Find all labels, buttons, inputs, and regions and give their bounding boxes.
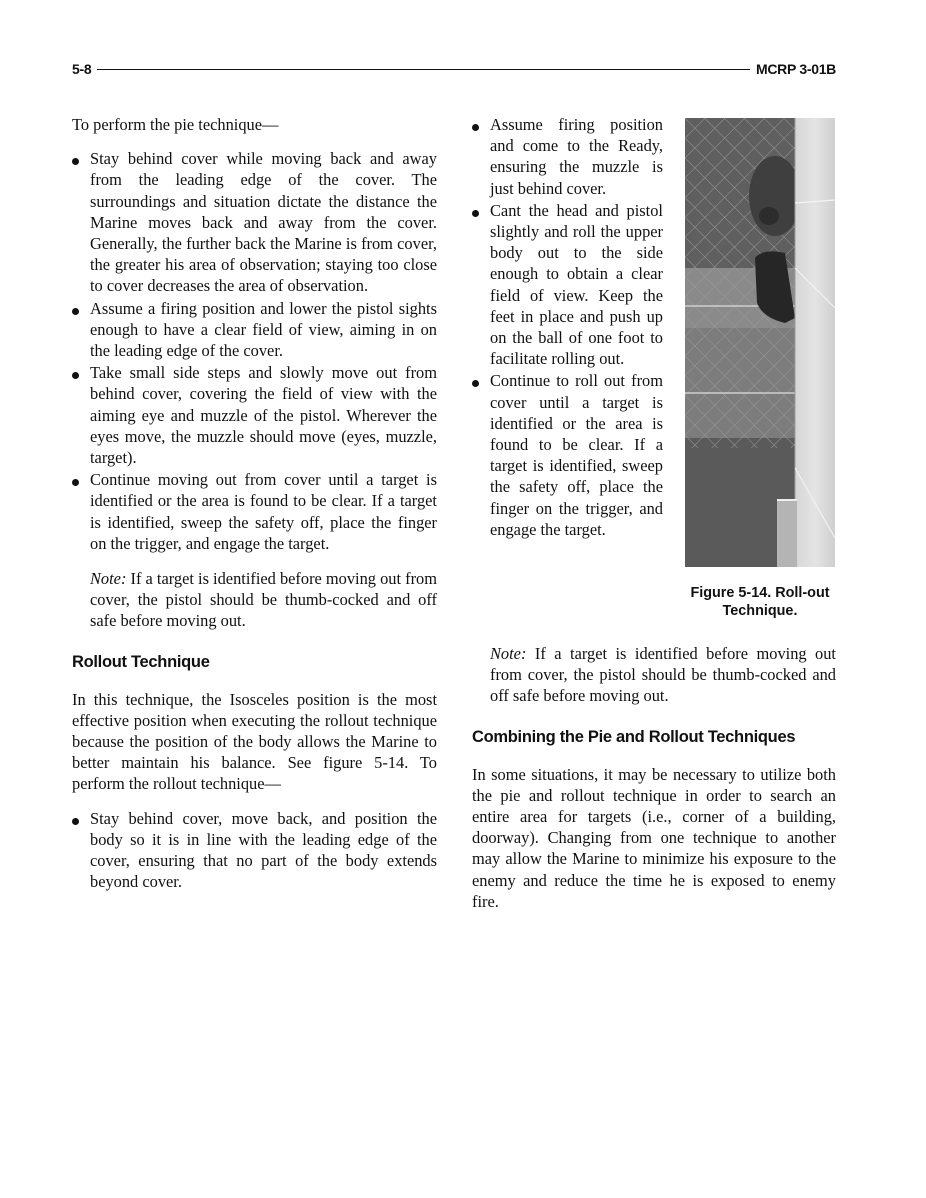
left-column [72, 114, 437, 894]
bullet-icon [72, 158, 79, 165]
combining-heading: Combining the Pie and Rollout Techniques [472, 727, 796, 746]
list-item: Take small side steps and slowly move out from behind cover, covering the field of view with the aiming eye and muzzle of the pistol. Wherever the eyes move, the muzzle should move (eyes, muzzle, target). [72, 362, 437, 468]
rollout-steps-list-right [472, 114, 663, 540]
bullet-icon [472, 124, 479, 131]
list-item: Assume firing position and come to the Ready, ensuring the muzzle is just behind cover. [472, 114, 663, 199]
bullet-icon [472, 210, 479, 217]
pie-note [72, 568, 437, 632]
rollout-photo-illustration [685, 118, 835, 567]
running-head [72, 59, 836, 79]
list-item: Continue moving out from cover until a target is identified or the area is found to be clear. If a target is identified, sweep the safety off, place the finger on the trigger, and engage the target. [72, 469, 437, 554]
publication-number: MCRP 3-01B [756, 61, 836, 77]
bullet-icon [72, 818, 79, 825]
list-item: Continue to roll out from cover until a target is identified or the area is found to be clear. If a target is identified, sweep the safety off, place the finger on the trigger, and engage the target. [472, 370, 663, 540]
list-item: Stay behind cover while moving back and away from the leading edge of the cover. The surroundings and situation dictate the distance the Marine moves back and away from the cover. Generally, the further back the Marine is from cover, the greater his area of observation; staying too close to cover decreases the area of observation. [72, 148, 437, 296]
bullet-icon [72, 479, 79, 486]
note-label: Note: [90, 569, 127, 589]
rollout-heading: Rollout Technique [72, 652, 210, 671]
header-rule [97, 69, 750, 70]
list-item: Assume a firing position and lower the pistol sights enough to have a clear field of view, aiming in on the leading edge of the cover. [72, 298, 437, 362]
rollout-intro: In this technique, the Isosceles position is the most effective position when executing the rollout technique because the position of the body allows the Marine to better maintain his balance. See figure 5-14. To perform the rollout technique— [72, 689, 437, 794]
right-column-top [472, 114, 663, 541]
pie-intro: To perform the pie technique— [72, 115, 279, 134]
pie-steps-list [72, 148, 437, 554]
bullet-icon [72, 308, 79, 315]
bullet-icon [72, 372, 79, 379]
list-item: Stay behind cover, move back, and position the body so it is in line with the leading edge of the cover, ensuring that no part of the body extends beyond cover. [72, 808, 437, 893]
page-number: 5-8 [72, 61, 92, 77]
bullet-icon [472, 380, 479, 387]
rollout-note [472, 643, 836, 707]
right-column-bottom [472, 643, 836, 912]
list-item: Cant the head and pistol slightly and roll the upper body out to the side enough to obtain a clear field of view. Keep the feet in place and push up on the ball of one foot to facilitate rolling out. [472, 200, 663, 370]
note-text: If a target is identified before moving out from cover, the pistol should be thumb-cocked and off safe before moving out. [90, 569, 437, 631]
rollout-steps-list-left [72, 808, 437, 893]
combining-text: In some situations, it may be necessary to utilize both the pie and rollout technique in order to search an entire area for targets (i.e., corner of a building, doorway). Changing from one technique to another may allow the Marine to minimize his exposure to the enemy and reduce the time he is exposed to enemy fire. [472, 764, 836, 911]
note-text: If a target is identified before moving out from cover, the pistol should be thumb-cocked and off safe before moving out. [490, 644, 836, 706]
note-label: Note: [490, 644, 527, 663]
figure-photo [685, 118, 835, 567]
figure-caption: Figure 5-14. Roll-out Technique. [690, 585, 830, 619]
